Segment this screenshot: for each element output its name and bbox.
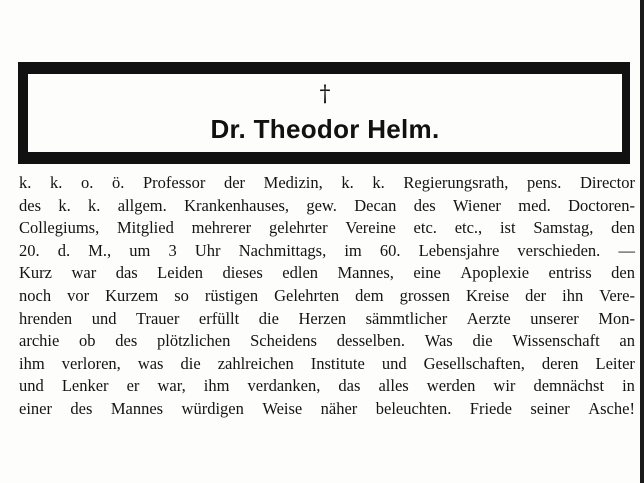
obituary-text — [19, 172, 635, 421]
text-line: archie ob des plötzlichen Scheidens desselben. Was die Wissenschaft an — [19, 331, 635, 351]
page-edge-shadow — [640, 0, 644, 483]
text-line: des k. k. allgem. Krankenhauses, gew. Decan des Wiener med. Doctoren- — [19, 195, 635, 215]
text-line: k. k. o. ö. Professor der Medizin, k. k. Regierungsrath, pens. Director — [19, 173, 635, 192]
deceased-name-heading: Dr. Theodor Helm. — [210, 114, 440, 144]
mourning-frame — [18, 62, 630, 164]
text-line: Kurz war das Leiden dieses edlen Mannes, eine Apoplexie entriss den — [19, 263, 635, 283]
text-line: ihm verloren, was die zahlreichen Institute und Gesellschaften, deren Leiter — [19, 353, 635, 373]
text-line: Collegiums, Mitglied mehrerer gelehrter Vereine etc. etc., ist Samstag, den — [19, 218, 635, 238]
text-line: hrenden und Trauer erfüllt die Herzen sämmtlicher Aerzte unserer Mon- — [19, 308, 635, 328]
text-line: noch vor Kurzem so rüstigen Gelehrten dem grossen Kreise der ihn Vere- — [19, 285, 635, 305]
text-line: einer des Mannes würdigen Weise näher beleuchten. Friede seiner Asche! — [19, 398, 635, 418]
dagger-cross-icon: † — [319, 82, 331, 107]
text-line: 20. d. M., um 3 Uhr Nachmittags, im 60. Lebensjahre verschieden. — — [19, 240, 635, 260]
text-line: und Lenker er war, ihm verdanken, das alles werden wir demnächst in — [19, 376, 635, 396]
